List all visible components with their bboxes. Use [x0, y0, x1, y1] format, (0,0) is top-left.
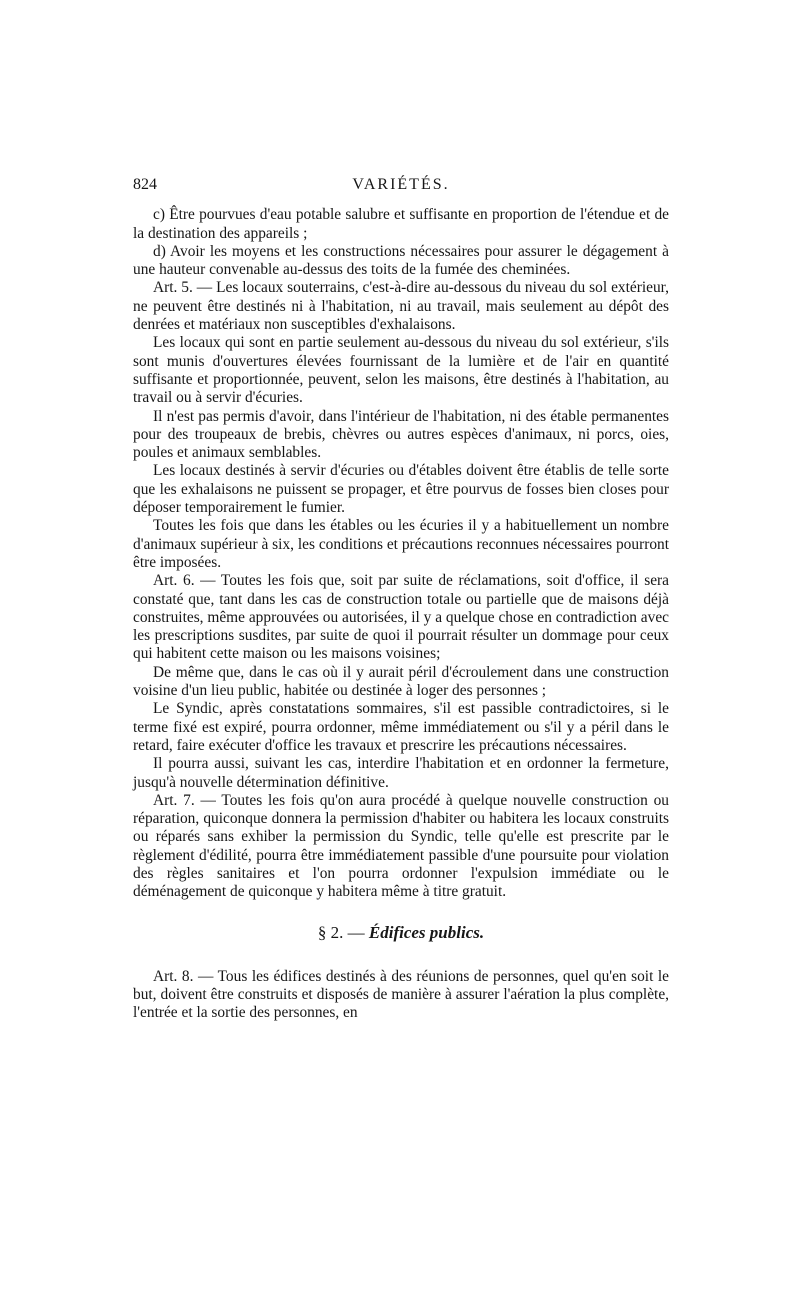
section-number: § 2. —	[317, 922, 365, 942]
paragraph: Toutes les fois que dans les étables ou les écuries il y a habituellement un nombre d'animaux supérieur à six, les conditions et précautions reconnues nécessaires pourront être imposées.	[133, 517, 669, 571]
paragraph: Art. 6. — Toutes les fois que, soit par suite de réclamations, soit d'office, il sera constaté que, tant dans les cas de construction totale ou partielle que de maisons déjà construites, même approuvées ou autorisées, il y a quelque chose en contradiction avec les prescriptions susdites, par suite de quoi il pourrait résulter un dommage pour ceux qui habitent cette maison ou les maisons voisines;	[133, 572, 669, 663]
paragraph: Art. 7. — Toutes les fois qu'on aura procédé à quelque nouvelle construction ou réparation, quiconque donnera la permission d'habiter ou habitera les locaux construits ou réparés sans exhiber la permission du Syndic, telle qu'elle est prescrite par le règlement d'édilité, pourra être immédiatement passible d'une poursuite pour violation des règles sanitaires et l'on pourra ordonner l'expulsion immédiate ou le déménagement de quiconque y habitera même à titre gratuit.	[133, 791, 669, 901]
page-number: 824	[133, 176, 157, 193]
section-heading	[133, 924, 669, 942]
paragraph: c) Être pourvues d'eau potable salubre et suffisante en proportion de l'étendue et de la destination des appareils ;	[133, 206, 669, 242]
header-spacer	[629, 176, 669, 194]
running-title: VARIÉTÉS.	[352, 176, 450, 193]
body-text-before-section	[133, 206, 669, 901]
paragraph: Le Syndic, après constatations sommaires, s'il est passible contradictoires, si le terme fixé est expiré, pourra ordonner, même immédiatement ou s'il y a péril dans le retard, faire exécuter d'office les travaux et prescrire les précautions nécessaires.	[133, 700, 669, 754]
paragraph: Art. 8. — Tous les édifices destinés à des réunions de personnes, quel qu'en soit le but, doivent être construits et disposés de manière à assurer l'aération la plus complète, l'entrée et la sortie des personnes, en	[133, 967, 669, 1022]
paragraph: Les locaux destinés à servir d'écuries ou d'étables doivent être établis de telle sorte que les exhalaisons ne puissent se propager, et être pourvus de fosses bien closes pour déposer temporairement le fumier.	[133, 462, 669, 517]
paragraph: Les locaux qui sont en partie seulement au-dessous du niveau du sol extérieur, s'ils sont munis d'ouvertures élevées fournissant de la lumière et de l'air en quantité suffisante et proportionnée, peuvent, selon les maisons, être destinés à l'habitation, au travail ou à servir d'écuries.	[133, 334, 669, 407]
body-text-after-section	[133, 968, 669, 1023]
running-header	[133, 176, 669, 194]
paragraph: Il n'est pas permis d'avoir, dans l'intérieur de l'habitation, ni des étable permanentes pour des troupeaux de brebis, chèvres ou autres espèces d'animaux, ni porcs, oies, poules et animaux semblables.	[133, 407, 669, 462]
paragraph: Il pourra aussi, suivant les cas, interdire l'habitation et en ordonner la fermeture, jusqu'à nouvelle détermination définitive.	[133, 755, 669, 791]
paragraph: d) Avoir les moyens et les constructions nécessaires pour assurer le dégagement à une hauteur convenable au-dessus des toits de la fumée des cheminées.	[133, 242, 669, 279]
paragraph: Art. 5. — Les locaux souterrains, c'est-à-dire au-dessous du niveau du sol extérieur, ne peuvent être destinés ni à l'habitation, ni au travail, mais seulement au dépôt des denrées et matériaux non susceptibles d'exhalaisons.	[133, 279, 669, 334]
document-page	[133, 176, 669, 1023]
paragraph: De même que, dans le cas où il y aurait péril d'écroulement dans une construction voisine d'un lieu public, habitée ou destinée à loger des personnes ;	[133, 663, 669, 700]
section-title: Édifices publics.	[368, 922, 485, 942]
